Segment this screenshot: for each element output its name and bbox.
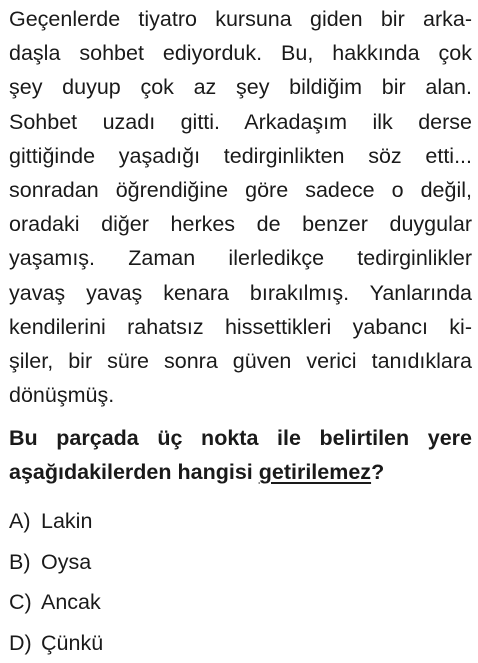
passage-line: şey duyup çok az şey bildiğim bir alan. (9, 70, 472, 104)
question-emphasis: getirilemez (259, 460, 371, 484)
option-letter: D) (9, 623, 41, 663)
option-b[interactable] (9, 542, 103, 583)
question-stem (9, 421, 472, 489)
option-c[interactable] (9, 582, 103, 623)
option-d[interactable] (9, 623, 103, 663)
passage (9, 2, 472, 412)
passage-line: Sohbet uzadı gitti. Arkadaşım ilk derse (9, 105, 472, 139)
option-text: Ancak (41, 590, 101, 614)
question-line-1: Bu parçada üç nokta ile belirtilen yere (9, 421, 472, 455)
passage-line: gittiğinde yaşadığı tedirginlikten söz etti... (9, 139, 472, 173)
question-mark: ? (371, 460, 384, 484)
passage-line: daşla sohbet ediyorduk. Bu, hakkında çok (9, 36, 472, 70)
option-letter: A) (9, 501, 41, 542)
option-text: Oysa (41, 550, 91, 574)
passage-line: kendilerini rahatsız hissettikleri yabancı ki- (9, 310, 472, 344)
option-text: Lakin (41, 509, 92, 533)
passage-line: dönüşmüş. (9, 378, 472, 412)
option-a[interactable] (9, 501, 103, 542)
option-text: Çünkü (41, 631, 103, 655)
question-line-2 (9, 455, 472, 489)
passage-line: sonradan öğrendiğine göre sadece o değil, (9, 173, 472, 207)
answer-options (9, 501, 103, 663)
option-letter: B) (9, 542, 41, 583)
passage-line: yaşamış. Zaman ilerledikçe tedirginlikler (9, 241, 472, 275)
passage-line: oradaki diğer herkes de benzer duygular (9, 207, 472, 241)
passage-line: yavaş yavaş kenara bırakılmış. Yanlarında (9, 276, 472, 310)
question-text: aşağıdakilerden hangisi (9, 460, 259, 484)
passage-line: Geçenlerde tiyatro kursuna giden bir arka- (9, 2, 472, 36)
option-letter: C) (9, 582, 41, 623)
passage-line: şiler, bir süre sonra güven verici tanıdıklara (9, 344, 472, 378)
